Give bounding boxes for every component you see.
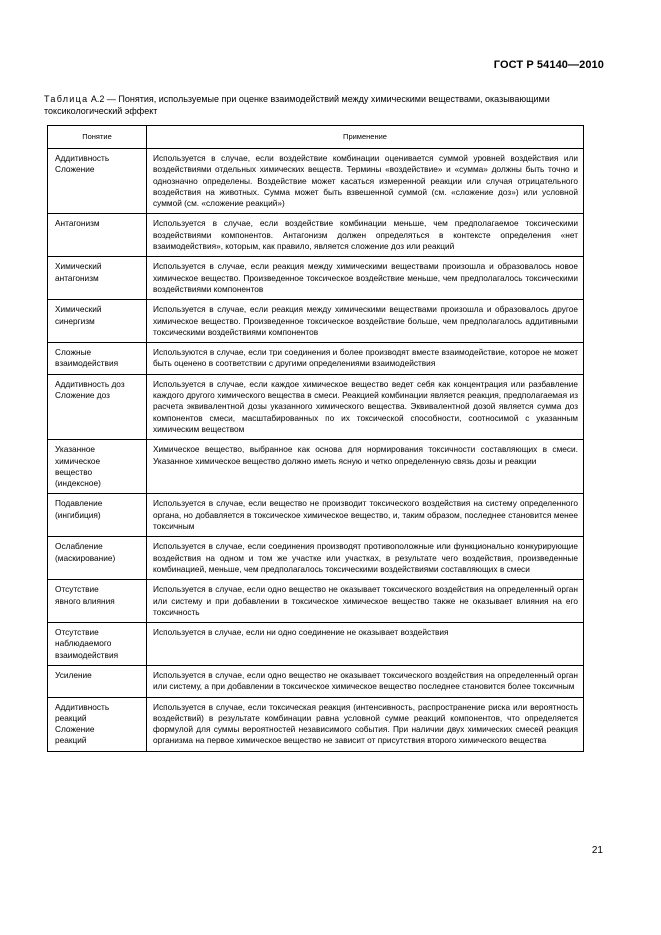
term-cell: Химический антагонизм <box>48 257 147 300</box>
table-row <box>48 623 584 666</box>
table-row <box>48 494 584 537</box>
terms-table <box>47 125 584 752</box>
term-cell: Отсутствие явного влияния <box>48 580 147 623</box>
table-caption-label: Таблица <box>44 94 89 104</box>
table-caption <box>44 93 584 117</box>
table-row <box>48 440 584 494</box>
application-cell: Используется в случае, если каждое химическое вещество ведет себя как концентрация или разбавление каждого другого химического вещества в смеси. Реакцией комбинации является реакция, предполагаемая из расчета эквивалентной дозы указанного химического вещества. Эквивалентной дозой является сумма доз компонентов смеси, масштабированных по их токсической способности, соотносимой с указанным химическим веществом <box>147 374 584 439</box>
application-cell: Используется в случае, если одно вещество не оказывает токсического воздействия на определенный орган или систему, а при добавлении в токсическое химическое вещество последнее становится более токсичным <box>147 665 584 697</box>
table-row <box>48 580 584 623</box>
standard-number: ГОСТ Р 54140—2010 <box>493 59 604 71</box>
application-cell: Используется в случае, если реакция между химическими веществами произошла и образовалось новое химическое вещество. Произведенное токсическое воздействие меньше, чем предполагалось токсическими воздействиями компонентов <box>147 257 584 300</box>
application-cell: Используется в случае, если ни одно соединение не оказывает воздействия <box>147 623 584 666</box>
application-cell: Используется в случае, если вещество не производит токсического воздействия на систему определенного органа, но добавляется в токсическое химическое вещество, и, таким образом, последнее становится менее токсичным <box>147 494 584 537</box>
term-cell: Подавление (ингибиция) <box>48 494 147 537</box>
application-cell: Используются в случае, если три соединения и более производят вместе взаимодействие, которое не может быть оценено в соответствии с другими определениями взаимодействия <box>147 343 584 375</box>
column-header-application: Применение <box>147 126 584 149</box>
term-cell: Химический синергизм <box>48 300 147 343</box>
table-row <box>48 343 584 375</box>
term-cell: Ослабление (маскирование) <box>48 537 147 580</box>
column-header-term: Понятие <box>48 126 147 149</box>
table-row <box>48 214 584 257</box>
table-row <box>48 665 584 697</box>
table-row <box>48 697 584 751</box>
term-cell: Аддитивность реакций Сложение реакций <box>48 697 147 751</box>
application-cell: Используется в случае, если одно вещество не оказывает токсического воздействия на определенный орган или систему и при добавлении в токсическое химическое вещество также не оказывает влияния на его токсичность <box>147 580 584 623</box>
application-cell: Используется в случае, если воздействие комбинации оценивается суммой уровней воздействия или воздействиями отдельных химических веществ. Термины «воздействие» и «сумма» должны быть точно и однозначно определены. Воздействие может касаться измеренной реакции или случая отрицательного воздействия на животных. Сумма может быть взвешенной суммой (см. «сложение доз») или условной суммой (см. «сложение реакций») <box>147 149 584 214</box>
application-cell: Используется в случае, если реакция между химическими веществами произошла и образовалось другое химическое вещество. Произведенное токсическое воздействие больше, чем предполагалось аддитивными токсическими воздействиями компонентов <box>147 300 584 343</box>
term-cell: Аддитивность доз Сложение доз <box>48 374 147 439</box>
term-cell: Антагонизм <box>48 214 147 257</box>
application-cell: Химическое вещество, выбранное как основа для нормирования токсичности составляющих в смеси. Указанное химическое вещество должно иметь ясную и четко определенную связь дозы и реакции <box>147 440 584 494</box>
table-row <box>48 257 584 300</box>
table-caption-text: А.2 — Понятия, используемые при оценке взаимодействий между химическими веществами, оказывающими токсикологический эффект <box>44 94 550 116</box>
table-row <box>48 300 584 343</box>
term-cell: Сложные взаимодействия <box>48 343 147 375</box>
table-row <box>48 374 584 439</box>
table-header-row <box>48 126 584 149</box>
term-cell: Аддитивность Сложение <box>48 149 147 214</box>
table-row <box>48 149 584 214</box>
application-cell: Используется в случае, если токсическая реакция (интенсивность, распространение риска или вероятность воздействий) в результате комбинации равна условной сумме реакций компонентов, что определяется формулой для суммы вероятностей независимого события. При наличии двух химических смесей реакция организма на первое химическое вещество не зависит от присутствия второго химического вещества <box>147 697 584 751</box>
application-cell: Используется в случае, если соединения производят противоположные или функционально конкурирующие воздействия на одном и том же участке или участках, в результате чего воздействия, произведенные комбинацией, меньше, чем предполагалось токсическими воздействиями составляющих в смеси <box>147 537 584 580</box>
term-cell: Отсутствие наблюдаемого взаимодействия <box>48 623 147 666</box>
term-cell: Усиление <box>48 665 147 697</box>
application-cell: Используется в случае, если воздействие комбинации меньше, чем предполагаемое токсическими воздействиями компонентов. Антагонизм должен определяться в контексте определения «нет взаимодействия», которым, как правило, является сложение доз или реакций <box>147 214 584 257</box>
term-cell: Указанное химическое вещество (индексное) <box>48 440 147 494</box>
table-row <box>48 537 584 580</box>
page-number: 21 <box>591 845 603 856</box>
